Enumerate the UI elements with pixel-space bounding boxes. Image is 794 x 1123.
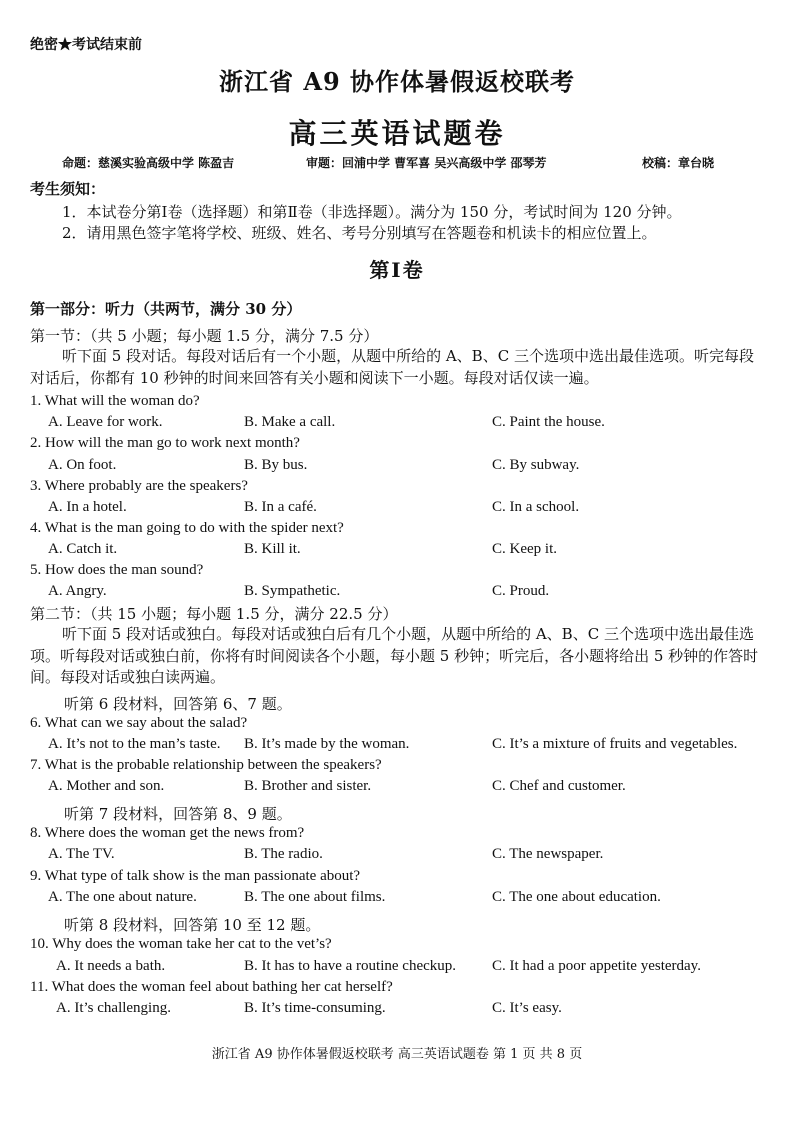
credits-reviewer: 审题：回浦中学 曹军喜 吴兴高级中学 邵琴芳: [306, 156, 547, 170]
option-b: B. In a café.: [244, 499, 317, 515]
confidential-label: 绝密★考试结束前: [30, 37, 142, 53]
option-b: B. The one about films.: [244, 889, 386, 905]
note-item: 1．本试卷分第Ⅰ卷（选择题）和第Ⅱ卷（非选择题）。满分为 150 分，考试时间为 120 分钟。: [62, 203, 682, 221]
option-c: C. In a school.: [492, 499, 580, 515]
section1-instruction: 听下面 5 段对话。每段对话后有一个小题，从题中所给的 A、B、C 三个选项中选出最佳选项。听完每段对话后，你都有 10 秒钟的时间来回答有关小题和阅读下一小题。每段对话仅读一遍。: [30, 347, 754, 387]
question-text: 5. How does the man sound?: [30, 562, 204, 578]
option-b: B. It’s made by the woman.: [244, 736, 410, 752]
exam-subtitle: 高三英语试题卷: [288, 117, 506, 150]
material-note: 听第 6 段材料，回答第 6、7 题。: [64, 695, 292, 713]
note-item: 2．请用黑色签字笔将学校、班级、姓名、考号分别填写在答题卷和机读卡的相应位置上。: [62, 224, 657, 242]
option-a: A. Mother and son.: [48, 778, 165, 794]
option-a: A. It needs a bath.: [56, 958, 166, 974]
option-c: C. The newspaper.: [492, 846, 604, 862]
option-a: A. It’s not to the man’s taste.: [48, 736, 221, 752]
question-text: 6. What can we say about the salad?: [30, 715, 248, 731]
option-c: C. It’s a mixture of fruits and vegetables.: [492, 736, 738, 752]
material-note: 听第 8 段材料，回答第 10 至 12 题。: [64, 916, 321, 934]
question-text: 9. What type of talk show is the man passionate about?: [30, 868, 361, 884]
section2-instruction: 听下面 5 段对话或独白。每段对话或独白后有几个小题，从题中所给的 A、B、C 三个选项中选出最佳选项。听每段对话或独白前，你将有时间阅读各个小题，每小题 5 秒钟；听完后，各小题将给出 5 秒钟的作答时间。每段对话或独白读两遍。: [30, 625, 759, 686]
part-title: 第Ⅰ卷: [369, 258, 425, 282]
question-text: 2. How will the man go to work next month?: [30, 435, 300, 451]
option-a: A. The one about nature.: [48, 889, 197, 905]
page-footer: 浙江省 A9 协作体暑假返校联考 高三英语试题卷 第 1 页 共 8 页: [211, 1047, 583, 1062]
question-text: 4. What is the man going to do with the spider next?: [30, 520, 344, 536]
option-a: A. In a hotel.: [48, 499, 127, 515]
option-c: C. By subway.: [492, 457, 580, 473]
option-c: C. Paint the house.: [492, 414, 605, 430]
option-a: A. Catch it.: [48, 541, 118, 557]
option-a: A. Angry.: [48, 583, 107, 599]
option-c: C. The one about education.: [492, 889, 661, 905]
option-b: B. Sympathetic.: [244, 583, 341, 599]
credits-author: 命题：慈溪实验高级中学 陈盈吉: [62, 156, 235, 170]
option-c: C. Chef and customer.: [492, 778, 626, 794]
notes-heading: 考生须知：: [30, 180, 106, 198]
option-b: B. The radio.: [244, 846, 323, 862]
option-c: C. Keep it.: [492, 541, 557, 557]
question-text: 10. Why does the woman take her cat to the vet’s?: [30, 936, 332, 952]
option-b: B. It has to have a routine checkup.: [244, 958, 457, 974]
question-text: 1. What will the woman do?: [30, 393, 200, 409]
exam-title: 浙江省 A9 协作体暑假返校联考: [218, 67, 576, 96]
option-b: B. Make a call.: [244, 414, 336, 430]
option-b: B. Kill it.: [244, 541, 301, 557]
option-c: C. It had a poor appetite yesterday.: [492, 958, 701, 974]
part-heading: 第一部分：听力（共两节，满分 30 分）: [30, 300, 302, 318]
option-b: B. By bus.: [244, 457, 308, 473]
question-text: 11. What does the woman feel about bathing her cat herself?: [30, 979, 393, 995]
section1-heading: 第一节：（共 5 小题；每小题 1.5 分，满分 7.5 分）: [30, 327, 379, 345]
option-a: A. Leave for work.: [48, 414, 163, 430]
question-text: 8. Where does the woman get the news from?: [30, 825, 305, 841]
option-b: B. Brother and sister.: [244, 778, 372, 794]
option-c: C. Proud.: [492, 583, 550, 599]
option-a: A. It’s challenging.: [56, 1000, 171, 1016]
option-b: B. It’s time-consuming.: [244, 1000, 386, 1016]
question-text: 3. Where probably are the speakers?: [30, 478, 248, 494]
option-a: A. The TV.: [48, 846, 115, 862]
credits-proof: 校稿：章台晓: [642, 156, 715, 170]
option-c: C. It’s easy.: [492, 1000, 562, 1016]
material-note: 听第 7 段材料，回答第 8、9 题。: [64, 805, 292, 823]
question-text: 7. What is the probable relationship between the speakers?: [30, 757, 382, 773]
section2-heading: 第二节：（共 15 小题；每小题 1.5 分，满分 22.5 分）: [30, 605, 398, 623]
option-a: A. On foot.: [48, 457, 117, 473]
